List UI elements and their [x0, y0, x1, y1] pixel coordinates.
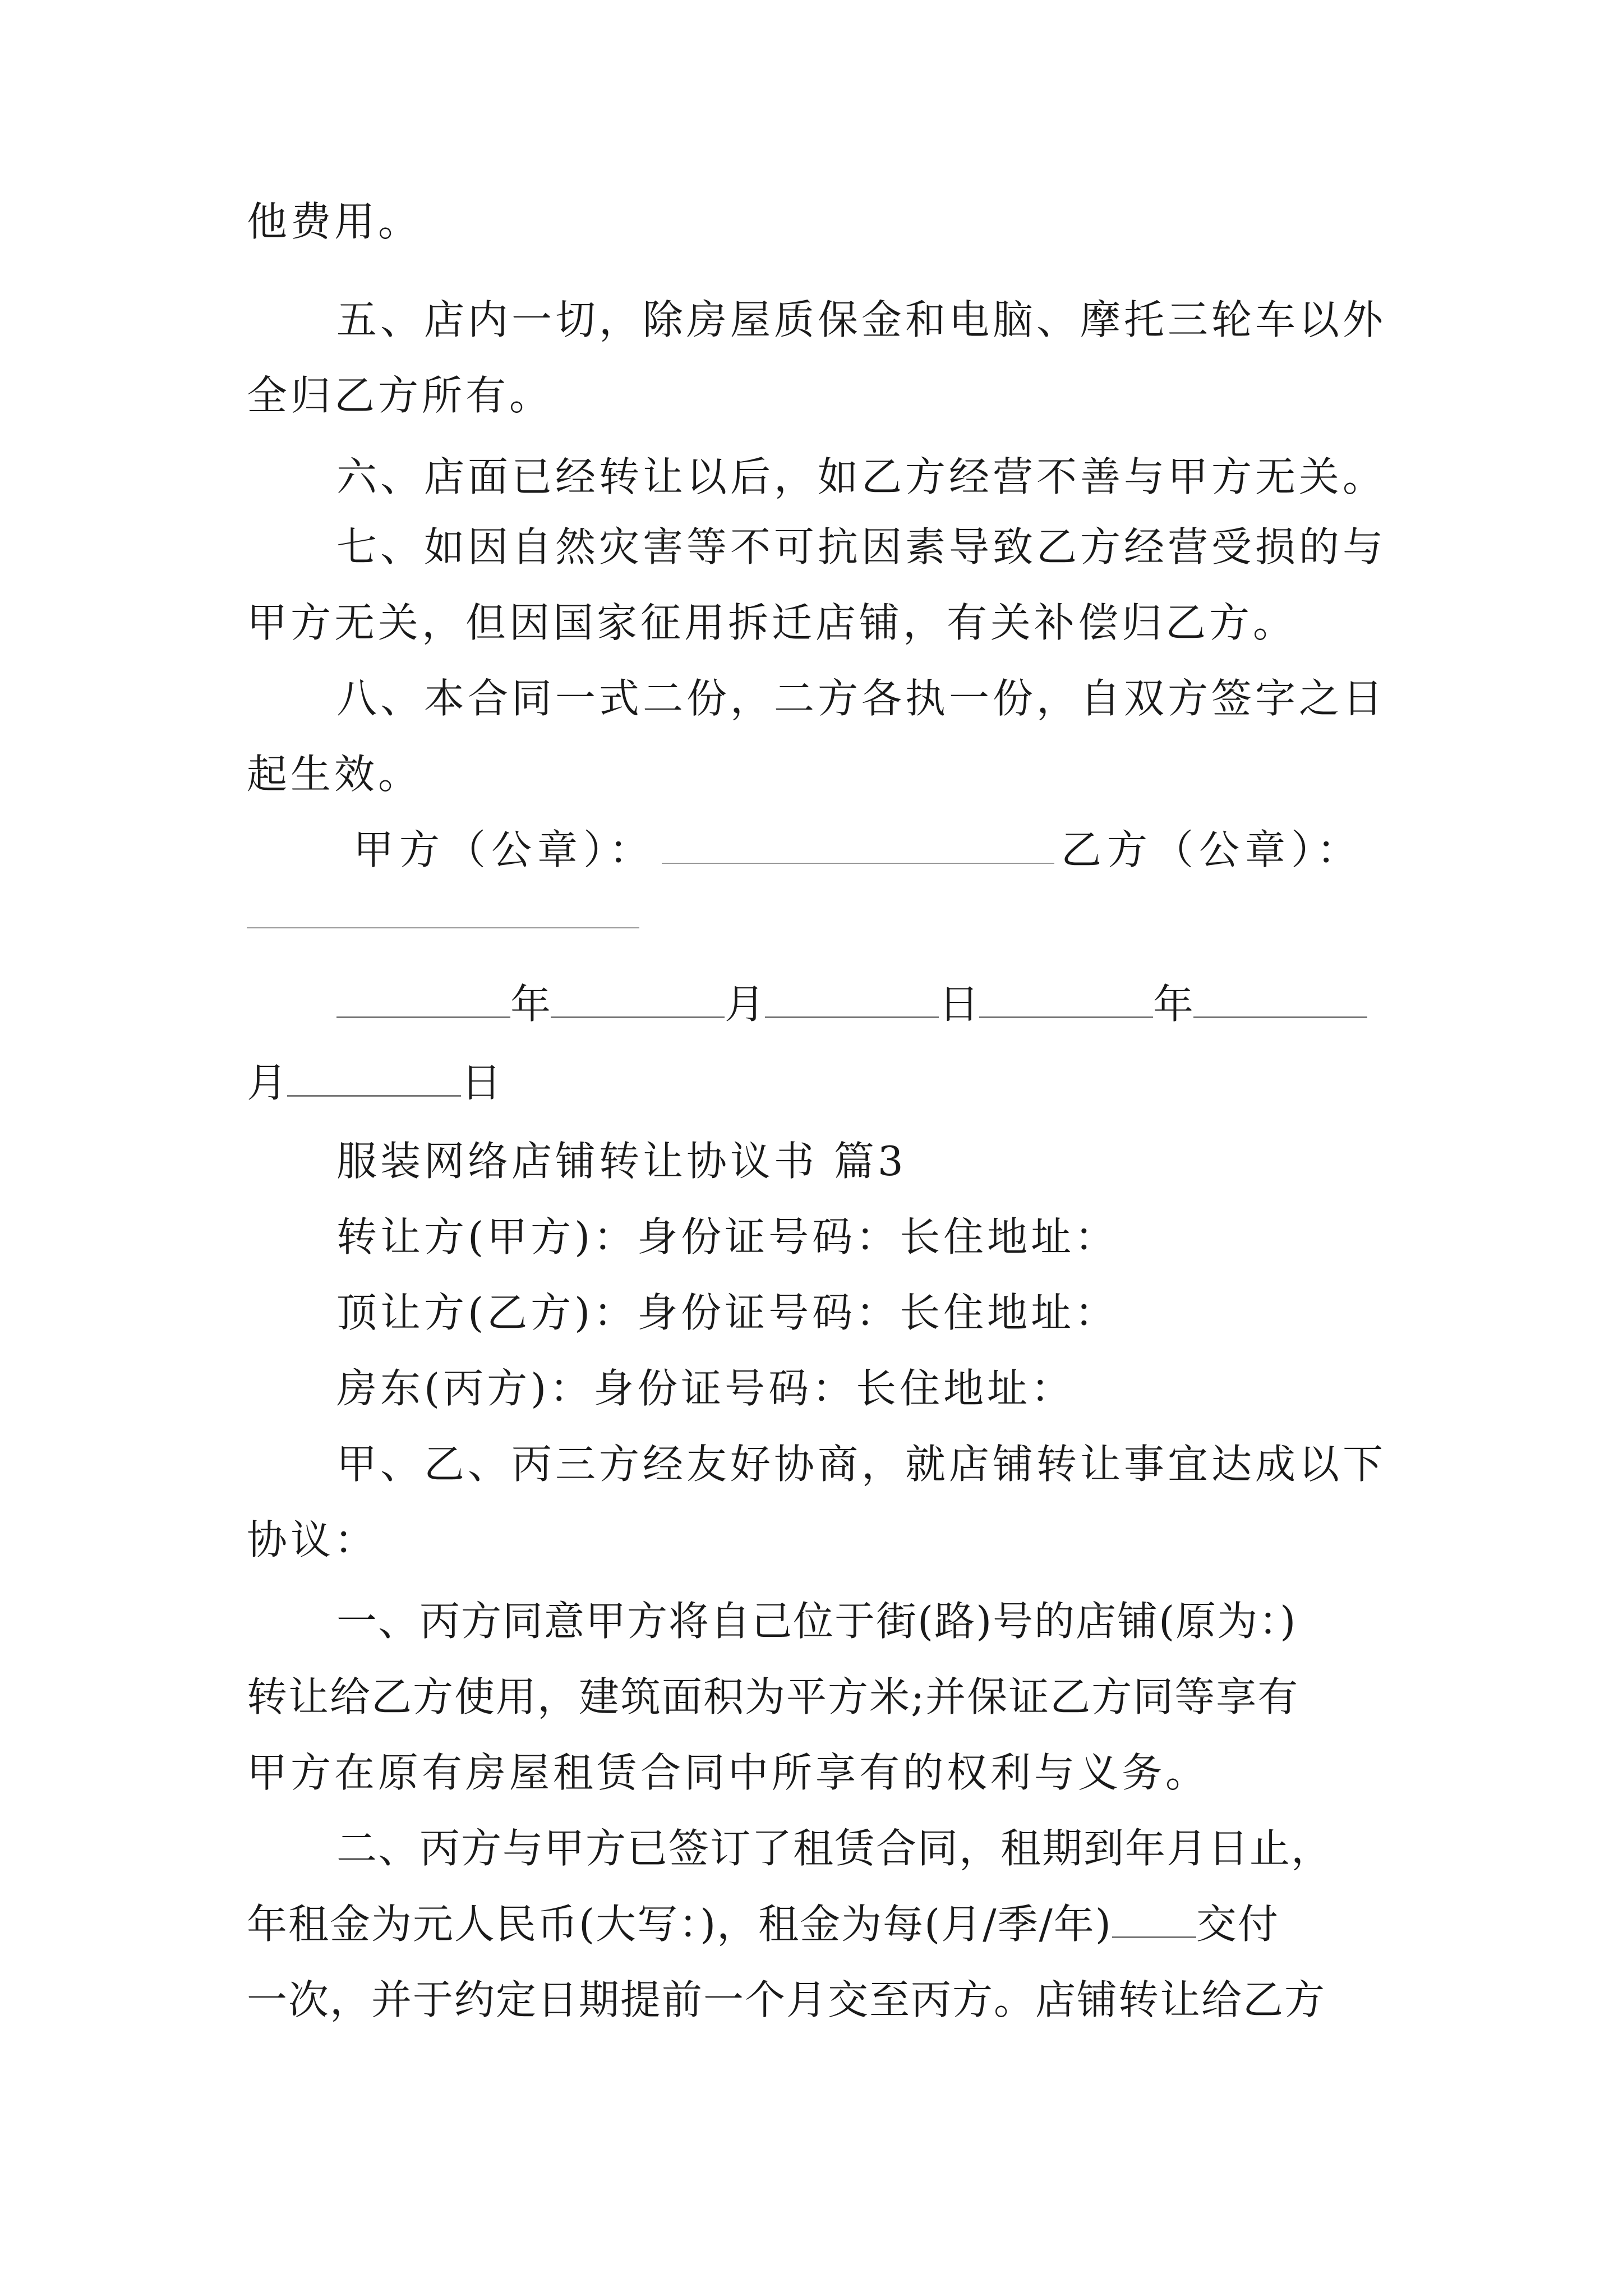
day-blank [765, 982, 939, 1018]
clause-2-line-2-end: 交付 [1196, 1901, 1279, 1948]
day-label-2: 日 [461, 1059, 502, 1106]
clause-2-line-3: 一次，并于约定日期提前一个月交至丙方。店铺转让给乙方 [247, 1976, 1326, 2023]
clause-2-line-2 [247, 1896, 1391, 1952]
party-b-blank [247, 892, 639, 928]
date-line [336, 976, 1391, 1032]
landlord-line: 房东(丙方)：身份证号码：长住地址： [336, 1365, 1075, 1412]
year-blank-2 [979, 982, 1153, 1018]
month-label-2: 月 [247, 1059, 288, 1106]
clause-5-line-2: 全归乙方所有。 [247, 372, 554, 419]
year-label: 年 [510, 981, 551, 1028]
month-label: 月 [725, 981, 766, 1028]
day-blank-2 [287, 1060, 461, 1097]
clause-8-line-1: 八、本合同一式二份，二方各执一份，自双方签字之日 [336, 675, 1387, 722]
intro-line-2: 协议： [247, 1516, 379, 1563]
clause-7-line-1: 七、如因自然灾害等不可抗因素导致乙方经营受损的与 [336, 523, 1387, 570]
year-label-2: 年 [1153, 981, 1194, 1028]
party-b-seal-label: 乙方（公章）： [1061, 826, 1363, 873]
month-blank-2 [1193, 982, 1367, 1018]
month-blank [551, 982, 725, 1018]
section-3-heading: 服装网络店铺转让协议书 篇3 [336, 1138, 907, 1185]
clause-5-line-1: 五、店内一切，除房屋质保金和电脑、摩托三轮车以外 [336, 296, 1387, 343]
party-a-blank [662, 828, 1054, 864]
clause-8-line-2: 起生效。 [247, 751, 422, 798]
clause-1-line-2: 转让给乙方使用，建筑面积为平方米;并保证乙方同等享有 [247, 1673, 1299, 1720]
signature-line [353, 822, 1391, 878]
signature-continuation [247, 886, 1391, 942]
year-blank [336, 982, 510, 1018]
clause-2-line-2-text: 年租金为元人民币(大写：)，租金为每(月/季/年) [247, 1901, 1112, 1948]
party-a-seal-label: 甲方（公章）： [353, 826, 656, 873]
clause-1-line-3: 甲方在原有房屋租赁合同中所享有的权利与义务。 [247, 1749, 1210, 1796]
clause-2-line-1: 二、丙方与甲方已签订了租赁合同，租期到年月日止， [336, 1825, 1333, 1872]
clause-1-line-1: 一、丙方同意甲方将自己位于街(路)号的店铺(原为：) [336, 1598, 1297, 1645]
payment-period-blank [1112, 1902, 1196, 1938]
text-line: 他费用。 [247, 198, 422, 245]
clause-7-line-2: 甲方无关，但因国家征用拆迁店铺，有关补偿归乙方。 [247, 599, 1297, 646]
transferee-line: 顶让方(乙方)：身份证号码：长住地址： [336, 1289, 1119, 1336]
date-continuation [247, 1055, 1391, 1111]
intro-line-1: 甲、乙、丙三方经友好协商，就店铺转让事宜达成以下 [336, 1441, 1387, 1488]
day-label: 日 [939, 981, 980, 1028]
transferor-line: 转让方(甲方)：身份证号码：长住地址： [336, 1213, 1119, 1260]
clause-6: 六、店面已经转让以后，如乙方经营不善与甲方无关。 [336, 453, 1387, 500]
